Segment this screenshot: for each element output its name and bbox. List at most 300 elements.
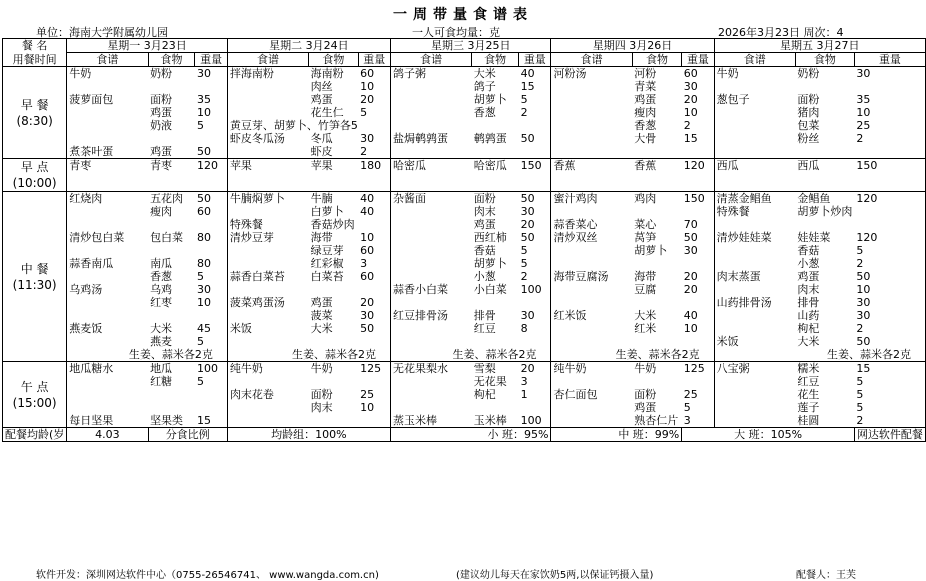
recipe-cell — [390, 335, 471, 348]
recipe-cell — [714, 257, 795, 270]
recipe-cell: 杏仁面包 — [551, 388, 632, 401]
food-cell: 面粉 — [634, 388, 657, 401]
weight-cell: 5 — [854, 388, 925, 401]
menu-body — [3, 67, 926, 428]
middle-class-ratio: 中 班：99% — [551, 428, 682, 442]
food-cell: 包菜 — [797, 119, 820, 132]
recipe-cell: 红烧肉 — [67, 192, 148, 206]
per-person-note: 一人可食均量：克 — [412, 26, 500, 39]
food-cell: 海南粉 — [309, 67, 359, 81]
weight-cell: 120 — [854, 231, 925, 244]
balance-label: 均龄组：100% — [227, 428, 390, 442]
weight-cell — [195, 309, 227, 322]
weight-cell — [854, 205, 925, 218]
recipe-cell — [551, 244, 632, 257]
meal-row — [3, 159, 926, 176]
recipe-cell — [390, 218, 471, 231]
food-cell: 大米 — [634, 309, 657, 322]
food-cell — [632, 205, 682, 218]
recipe-cell: 葱包子 — [714, 93, 795, 106]
weight-cell: 30 — [519, 309, 551, 322]
weight-cell: 1 — [519, 388, 551, 401]
ratio-label: 分食比例 — [148, 428, 227, 442]
recipe-cell: 盐焗鹌鹑蛋 — [390, 132, 471, 145]
food-cell: 冬瓜 — [310, 132, 333, 145]
recipe-cell: 海带豆腐汤 — [551, 270, 632, 283]
weight-cell: 30 — [854, 67, 925, 81]
food-header: 食物 — [795, 53, 854, 67]
food-cell: 香蕉 — [632, 159, 682, 176]
food-cell: 玉米棒 — [472, 414, 519, 428]
weight-header: 重量 — [682, 53, 714, 67]
weight-cell: 120 — [195, 159, 227, 176]
recipe-cell — [227, 257, 308, 270]
recipe-cell — [551, 205, 632, 218]
weight-cell — [195, 175, 227, 192]
food-cell — [632, 296, 682, 309]
weight-cell — [519, 296, 551, 309]
food-cell: 乌鸡 — [150, 283, 173, 296]
weight-cell: 125 — [358, 362, 390, 376]
weight-cell: 70 — [682, 218, 714, 231]
meal-name: 午 点 — [20, 379, 49, 394]
meal-row — [3, 145, 926, 159]
recipe-header: 食谱 — [67, 53, 148, 67]
weight-cell — [682, 296, 714, 309]
meal-name: 中 餐 — [20, 261, 49, 276]
weight-cell — [682, 335, 714, 348]
meal-row — [3, 192, 926, 206]
recipe-cell — [714, 309, 795, 322]
weight-cell: 100 — [195, 362, 227, 376]
weight-cell — [195, 218, 227, 231]
food-cell — [148, 388, 195, 401]
meal-time: (8:30) — [16, 113, 53, 128]
recipe-cell — [390, 388, 471, 401]
food-cell — [795, 145, 854, 159]
recipe-cell: 蜜汁鸡肉 — [551, 192, 632, 206]
recipe-cell — [390, 296, 471, 309]
weight-cell: 10 — [854, 283, 925, 296]
recipe-cell — [227, 145, 308, 159]
recipe-cell: 牛奶 — [714, 67, 795, 81]
weight-cell: 60 — [358, 270, 390, 283]
weight-cell: 100 — [519, 414, 551, 428]
food-cell: 面粉 — [797, 93, 820, 106]
weight-cell: 2 — [854, 414, 925, 428]
food-cell: 鹌鹑蛋 — [473, 132, 507, 145]
weight-cell: 60 — [358, 67, 390, 81]
weight-cell: 40 — [682, 309, 714, 322]
recipe-cell — [390, 145, 471, 159]
weight-cell — [358, 175, 390, 192]
food-cell: 白菜苔 — [310, 270, 344, 283]
food-header: 食物 — [148, 53, 195, 67]
weight-cell: 80 — [195, 257, 227, 270]
food-cell — [632, 335, 682, 348]
food-cell: 牛腩 — [309, 192, 359, 206]
food-cell: 枸杞 — [473, 388, 496, 401]
recipe-cell: 河粉汤 — [551, 67, 632, 81]
weight-cell: 30 — [358, 309, 390, 322]
weight-cell: 20 — [519, 362, 551, 376]
recipe-cell: 清炒豆芽 — [227, 231, 308, 244]
weight-cell — [195, 401, 227, 414]
weight-cell: 40 — [358, 205, 390, 218]
day-header: 星期三 3月25日 — [390, 39, 551, 53]
recipe-cell: 肉末花卷 — [227, 388, 308, 401]
weight-cell: 120 — [682, 159, 714, 176]
weight-cell: 5 — [358, 106, 390, 119]
recipe-cell: 蒜香白菜苔 — [227, 270, 308, 283]
weight-cell: 2 — [519, 270, 551, 283]
food-cell: 莲子 — [797, 401, 820, 414]
weight-cell: 25 — [854, 119, 925, 132]
recipe-cell — [227, 93, 308, 106]
food-cell: 地瓜 — [148, 362, 195, 376]
recipe-cell: 特殊餐 — [714, 205, 795, 218]
food-cell: 排骨 — [797, 296, 820, 309]
recipe-cell — [714, 132, 795, 145]
food-cell — [148, 175, 195, 192]
meal-row — [3, 296, 926, 309]
recipe-cell — [551, 80, 632, 93]
recipe-cell — [227, 309, 308, 322]
food-cell: 菜心 — [634, 218, 657, 231]
food-cell — [309, 335, 359, 348]
recipe-cell — [390, 106, 471, 119]
recipe-cell: 清炒双丝 — [551, 231, 632, 244]
weight-cell — [682, 175, 714, 192]
food-cell: 糯米 — [795, 362, 854, 376]
food-cell: 猪肉 — [797, 106, 820, 119]
weight-cell: 20 — [358, 93, 390, 106]
weight-cell: 30 — [854, 309, 925, 322]
meal-time: (15:00) — [12, 395, 57, 410]
food-cell: 肉末 — [310, 401, 333, 414]
recipe-cell: 燕麦饭 — [67, 322, 148, 335]
meal-row — [3, 175, 926, 192]
food-cell: 菠菜 — [310, 309, 333, 322]
weight-cell: 5 — [195, 335, 227, 348]
weight-cell — [519, 145, 551, 159]
recipe-cell: 蒜香南瓜 — [67, 257, 148, 270]
weight-cell — [358, 375, 390, 388]
recipe-cell — [67, 401, 148, 414]
weight-cell: 15 — [195, 414, 227, 428]
food-cell — [472, 119, 519, 132]
food-cell: 面粉 — [310, 388, 333, 401]
meal-row — [3, 335, 926, 348]
meal-row — [3, 322, 926, 335]
recipe-cell: 青枣 — [67, 159, 148, 176]
meal-time: (11:30) — [12, 277, 57, 292]
weight-cell — [519, 335, 551, 348]
food-cell: 肉丝 — [310, 80, 333, 93]
weight-cell: 10 — [195, 106, 227, 119]
food-cell — [632, 175, 682, 192]
meal-row — [3, 218, 926, 231]
recipe-cell — [551, 283, 632, 296]
recipe-cell — [714, 388, 795, 401]
recipe-cell — [67, 388, 148, 401]
corner-time: 用餐时间 — [3, 53, 67, 67]
food-cell: 小白菜 — [473, 283, 507, 296]
food-cell — [472, 175, 519, 192]
weight-cell: 2 — [854, 322, 925, 335]
recipe-cell — [551, 106, 632, 119]
recipe-cell — [390, 401, 471, 414]
day-header: 星期二 3月24日 — [227, 39, 390, 53]
weight-cell — [519, 119, 551, 132]
food-cell: 大米 — [797, 335, 820, 348]
food-cell: 花生 — [797, 388, 820, 401]
food-cell — [632, 257, 682, 270]
food-cell — [309, 283, 359, 296]
weight-cell: 20 — [519, 218, 551, 231]
meal-row — [3, 257, 926, 270]
food-cell: 娃娃菜 — [797, 231, 831, 244]
weight-cell: 30 — [519, 205, 551, 218]
recipe-cell — [714, 119, 795, 132]
food-cell: 大米 — [310, 322, 333, 335]
weight-cell: 10 — [358, 231, 390, 244]
food-cell: 山药 — [797, 309, 820, 322]
food-cell: 香菇炒肉 — [310, 218, 355, 231]
weight-cell — [358, 335, 390, 348]
weight-cell: 150 — [519, 159, 551, 176]
food-cell: 胡萝卜炒肉 — [797, 205, 853, 218]
weight-cell: 5 — [854, 375, 925, 388]
weight-cell: 50 — [519, 192, 551, 206]
weight-cell: 50 — [682, 231, 714, 244]
recipe-header: 食谱 — [551, 53, 632, 67]
food-cell — [309, 375, 359, 388]
recipe-cell — [551, 145, 632, 159]
weight-cell: 150 — [682, 192, 714, 206]
weight-cell: 25 — [358, 388, 390, 401]
recipe-cell — [227, 375, 308, 388]
recipe-cell — [551, 401, 632, 414]
food-cell: 鸡蛋 — [634, 93, 657, 106]
recipe-cell — [67, 175, 148, 192]
recipe-cell — [67, 106, 148, 119]
meal-name: 早 点 — [20, 160, 49, 174]
food-cell: 大骨 — [634, 132, 657, 145]
weight-cell: 5 — [682, 401, 714, 414]
recipe-cell: 鸽子粥 — [390, 67, 471, 81]
weight-cell: 5 — [854, 401, 925, 414]
food-cell: 排骨 — [473, 309, 496, 322]
weight-cell: 40 — [358, 192, 390, 206]
software-label: 网达软件配餐 — [854, 428, 925, 442]
weight-cell: 50 — [195, 192, 227, 206]
weight-cell: 20 — [358, 296, 390, 309]
weight-cell — [195, 132, 227, 145]
food-cell: 海带 — [634, 270, 657, 283]
recipe-cell: 山药排骨汤 — [714, 296, 795, 309]
food-cell — [472, 145, 519, 159]
meal-row — [3, 119, 926, 132]
condiment-note: 生姜、蒜米各2克 — [551, 348, 714, 362]
food-cell: 香菇 — [797, 244, 820, 257]
recipe-cell: 八宝粥 — [714, 362, 795, 376]
food-cell — [632, 145, 682, 159]
weight-cell: 2 — [358, 145, 390, 159]
weight-cell: 15 — [854, 362, 925, 376]
recipe-header: 食谱 — [227, 53, 308, 67]
weight-cell: 50 — [519, 132, 551, 145]
recipe-cell — [227, 414, 308, 428]
recipe-cell: 乌鸡汤 — [67, 283, 148, 296]
food-cell: 胡萝卜 — [634, 244, 668, 257]
recipe-cell — [714, 175, 795, 192]
weight-cell: 20 — [682, 93, 714, 106]
food-cell: 南瓜 — [150, 257, 173, 270]
food-cell: 肉末 — [473, 205, 496, 218]
food-cell — [472, 296, 519, 309]
food-cell: 坚果类 — [148, 414, 195, 428]
weight-cell: 60 — [682, 67, 714, 81]
recipe-cell — [551, 93, 632, 106]
meal-slot — [3, 192, 67, 362]
recipe-cell — [67, 375, 148, 388]
meal-row — [3, 106, 926, 119]
corner-name: 餐 名 — [3, 39, 67, 53]
day-header: 星期四 3月26日 — [551, 39, 714, 53]
recipe-cell — [227, 283, 308, 296]
weight-cell: 10 — [358, 401, 390, 414]
weight-cell: 30 — [195, 67, 227, 81]
recipe-cell — [551, 375, 632, 388]
food-cell — [472, 401, 519, 414]
food-cell: 莴笋 — [634, 231, 657, 244]
recipe-cell — [551, 414, 632, 428]
food-cell: 河粉 — [632, 67, 682, 81]
recipe-cell: 虾皮冬瓜汤 — [227, 132, 308, 145]
weight-cell: 5 — [195, 119, 227, 132]
meal-row — [3, 283, 926, 296]
food-cell: 西瓜 — [795, 159, 854, 176]
food-cell — [309, 414, 359, 428]
condiment-row — [3, 348, 926, 362]
recipe-cell — [67, 296, 148, 309]
large-class-ratio: 大 班：105% — [682, 428, 855, 442]
food-cell: 花生仁 — [310, 106, 344, 119]
weight-cell: 60 — [195, 205, 227, 218]
recipe-cell — [390, 244, 471, 257]
recipe-cell: 蒜香菜心 — [551, 218, 632, 231]
recipe-cell: 蒜香小白菜 — [390, 283, 471, 296]
food-cell: 香葱 — [150, 270, 173, 283]
meal-row — [3, 414, 926, 428]
weight-cell: 30 — [682, 80, 714, 93]
recipe-cell — [714, 375, 795, 388]
weight-cell: 125 — [682, 362, 714, 376]
recipe-cell — [714, 401, 795, 414]
weight-cell: 5 — [195, 375, 227, 388]
weight-cell: 2 — [854, 132, 925, 145]
recipe-cell: 拌海南粉 — [227, 67, 308, 81]
recipe-cell: 红米饭 — [551, 309, 632, 322]
food-cell: 燕麦 — [150, 335, 173, 348]
weight-cell — [519, 401, 551, 414]
weight-cell: 60 — [358, 244, 390, 257]
food-cell: 瘦肉 — [150, 205, 173, 218]
food-cell: 鸡蛋 — [634, 401, 657, 414]
weight-cell: 5 — [519, 244, 551, 257]
recipe-cell — [67, 244, 148, 257]
meal-name: 早 餐 — [20, 97, 49, 112]
food-cell: 白萝卜 — [310, 205, 344, 218]
recipe-cell — [390, 270, 471, 283]
weight-cell: 50 — [854, 270, 925, 283]
food-cell: 瘦肉 — [634, 106, 657, 119]
food-cell — [309, 175, 359, 192]
weight-cell: 50 — [358, 322, 390, 335]
weight-cell: 50 — [195, 145, 227, 159]
food-cell — [148, 80, 195, 93]
recipe-cell — [551, 296, 632, 309]
page-title: 一周带量食谱表 — [393, 7, 533, 23]
weight-cell: 3 — [519, 375, 551, 388]
weight-cell — [682, 145, 714, 159]
weight-cell: 180 — [358, 159, 390, 176]
recipe-cell — [390, 322, 471, 335]
weight-cell: 10 — [195, 296, 227, 309]
recipe-header: 食谱 — [390, 53, 471, 67]
recipe-cell: 西瓜 — [714, 159, 795, 176]
food-cell: 牛奶 — [632, 362, 682, 376]
recipe-cell: 杂酱面 — [390, 192, 471, 206]
weight-cell: 5 — [519, 93, 551, 106]
weight-cell: 5 — [519, 257, 551, 270]
food-cell: 金鲳鱼 — [795, 192, 854, 206]
meal-row — [3, 67, 926, 81]
recipe-cell — [227, 335, 308, 348]
weight-cell — [854, 80, 925, 93]
food-cell: 香葱 — [473, 106, 496, 119]
food-cell — [148, 309, 195, 322]
food-cell — [795, 218, 854, 231]
recipe-cell — [390, 119, 471, 132]
recipe-header: 食谱 — [714, 53, 795, 67]
recipe-cell: 特殊餐 — [227, 218, 308, 231]
weight-cell: 30 — [358, 132, 390, 145]
recipe-cell: 清炒包白菜 — [67, 231, 148, 244]
recipe-cell — [551, 175, 632, 192]
food-cell: 大米 — [150, 322, 173, 335]
food-cell: 肉末 — [797, 283, 820, 296]
food-cell: 鸡蛋 — [310, 93, 333, 106]
day-header-row — [3, 39, 926, 53]
recipe-cell — [714, 145, 795, 159]
recipe-cell: 牛奶 — [67, 67, 148, 81]
recipe-cell — [67, 309, 148, 322]
weight-cell — [854, 145, 925, 159]
weight-cell: 100 — [519, 283, 551, 296]
recipe-cell — [714, 322, 795, 335]
food-cell: 鸡肉 — [632, 192, 682, 206]
weight-cell: 2 — [854, 257, 925, 270]
food-cell: 西红柿 — [473, 231, 507, 244]
recipe-cell — [551, 322, 632, 335]
recipe-cell: 纯牛奶 — [227, 362, 308, 376]
recipe-cell — [390, 80, 471, 93]
food-cell: 香葱 — [634, 119, 657, 132]
weight-cell: 8 — [519, 322, 551, 335]
food-cell: 青枣 — [148, 159, 195, 176]
